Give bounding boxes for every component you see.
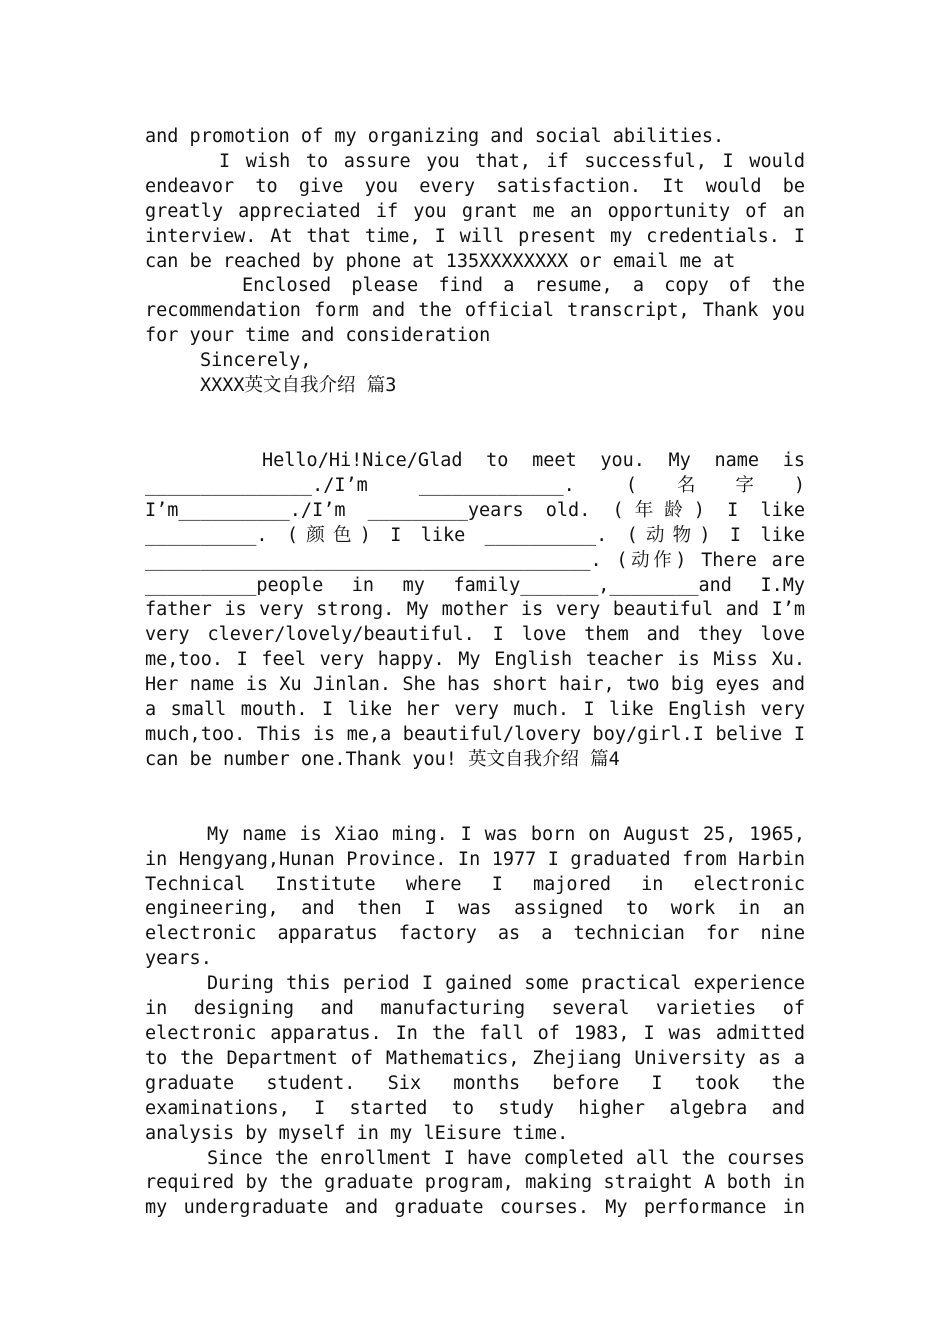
self-intro-template-section bbox=[145, 449, 805, 773]
text-line: can be reached by phone at 135XXXXXXXX or email me at bbox=[145, 250, 736, 272]
text-line: required by the graduate program, making straight A both in bbox=[145, 1172, 805, 1194]
text-line: greatly appreciated if you grant me an opportunity of an bbox=[145, 200, 805, 222]
spacer bbox=[145, 773, 805, 823]
text-line: electronic apparatus factory as a technician for nine bbox=[145, 923, 805, 945]
text-line: __________. (颜色) I like __________. (动物) I like bbox=[145, 524, 805, 546]
text-line: for your time and consideration bbox=[145, 325, 491, 347]
text-line: examinations, I started to study higher algebra and bbox=[145, 1097, 805, 1119]
text-line: my undergraduate and graduate courses. My performance in bbox=[145, 1197, 805, 1219]
section-heading: XXXX英文自我介绍 篇3 bbox=[200, 375, 397, 397]
document-body bbox=[145, 125, 805, 1221]
text-line: electronic apparatus. In the fall of 1983, I was admitted bbox=[145, 1023, 805, 1044]
text-line: me,too. I feel very happy. My English teacher is Miss Xu. bbox=[145, 649, 805, 671]
text-line: graduate student. Six months before I took the bbox=[145, 1072, 805, 1094]
text-line: to the Department of Mathematics, Zhejiang University as a bbox=[145, 1047, 805, 1069]
text-line: I wish to assure you that, if successful, I would bbox=[219, 150, 805, 172]
text-line: analysis by myself in my lEisure time. bbox=[145, 1122, 569, 1144]
text-line: in designing and manufacturing several varieties of bbox=[145, 998, 805, 1020]
text-line: Enclosed please find a resume, a copy of the bbox=[242, 275, 805, 297]
text-line: and promotion of my organizing and social abilities. bbox=[145, 126, 725, 147]
text-line: Since the enrollment I have completed all the courses bbox=[207, 1147, 805, 1169]
text-line: Her name is Xu Jinlan. She has short hair, two big eyes and bbox=[145, 674, 805, 696]
text-line: much,too. This is me,a beautiful/lovery boy/girl.I belive I bbox=[145, 723, 805, 745]
text-line: __________people in my family_______,________and I.My bbox=[145, 574, 805, 596]
text-line: in Hengyang,Hunan Province. In 1977 I graduated from Harbin bbox=[145, 848, 805, 870]
closing-salutation: Sincerely, bbox=[200, 350, 312, 372]
personal-statement-section bbox=[145, 823, 805, 1222]
text-line: ________________________________________. (动作) There are bbox=[145, 549, 805, 571]
text-line: Technical Institute where I majored in electronic bbox=[145, 873, 805, 895]
section-heading: can be number one.Thank you! 英文自我介绍 篇4 bbox=[145, 748, 620, 770]
text-line: interview. At that time, I will present my credentials. I bbox=[145, 225, 805, 247]
text-line: _______________./I’m _____________. (名字) bbox=[145, 474, 805, 496]
cover-letter-section bbox=[145, 125, 805, 399]
text-line: I’m__________./I’m _________years old. (年龄) I like bbox=[145, 499, 805, 521]
text-line: years. bbox=[145, 948, 212, 970]
spacer bbox=[145, 399, 805, 449]
text-line: a small mouth. I like her very much. I like English very bbox=[145, 699, 805, 721]
text-line: engineering, and then I was assigned to work in an bbox=[145, 898, 805, 920]
text-line: My name is Xiao ming. I was born on August 25, 1965, bbox=[207, 823, 805, 845]
text-line: Hello/Hi!Nice/Glad to meet you. My name is bbox=[262, 449, 805, 471]
text-line: During this period I gained some practical experience bbox=[207, 973, 805, 995]
text-line: very clever/lovely/beautiful. I love them and they love bbox=[145, 624, 805, 646]
text-line: father is very strong. My mother is very beautiful and I’m bbox=[145, 599, 805, 621]
text-line: recommendation form and the official transcript, Thank you bbox=[145, 300, 805, 322]
text-line: endeavor to give you every satisfaction. It would be bbox=[145, 175, 805, 197]
